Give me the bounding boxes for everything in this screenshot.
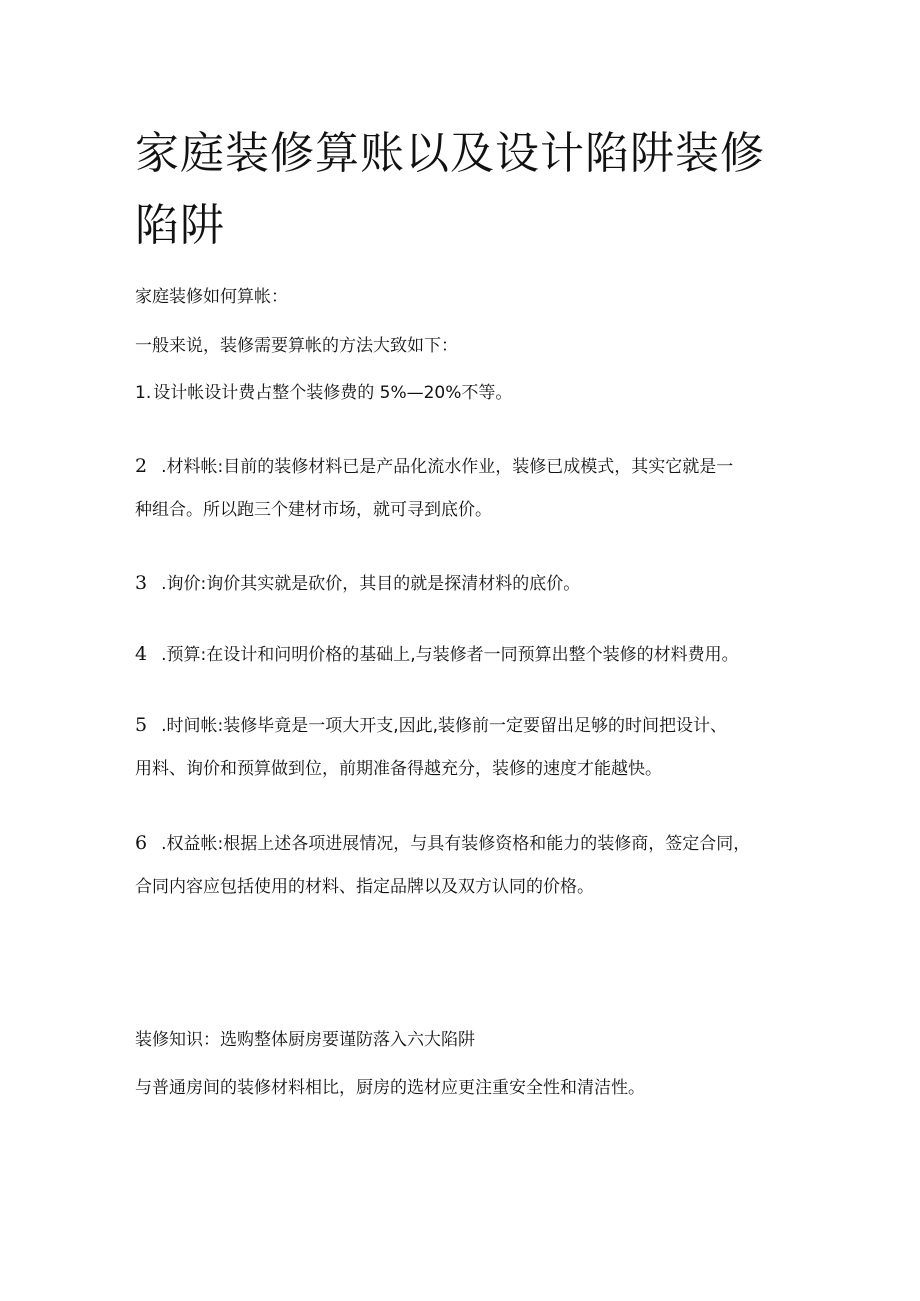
list-item-number: 4 — [135, 643, 148, 665]
list-item-number: 1. — [135, 383, 152, 403]
list-item-number: 3 — [135, 572, 148, 594]
list-item-text: .预算:在设计和问明价格的基础上,与装修者一同预算出整个装修的材料费用。 — [161, 645, 739, 665]
list-item-1 — [135, 380, 795, 406]
list-item-text: .材料帐:目前的装修材料已是产品化流水作业，装修已成模式，其实它就是一 — [161, 457, 734, 477]
section2-heading: 装修知识：选购整体厨房要谨防落入六大陷阱 — [135, 1030, 475, 1050]
document-title: 家庭装修算账以及设计陷阱装修陷阱 — [135, 128, 765, 251]
list-item-5 — [135, 709, 795, 786]
list-item-6 — [135, 827, 795, 904]
list-item-text: 设计帐设计费占整个装修费的 5%—20%不等。 — [153, 383, 513, 403]
intro-heading: 家庭装修如何算帐： — [135, 287, 288, 307]
list-item-text-continued: 合同内容应包括使用的材料、指定品牌以及双方认同的价格。 — [135, 877, 594, 897]
list-item-number: 2 — [135, 455, 148, 477]
list-item-4 — [135, 638, 795, 672]
list-item-number: 5 — [135, 714, 148, 736]
list-item-2 — [135, 450, 795, 527]
section2-text: 与普通房间的装修材料相比，厨房的选材应更注重安全性和清洁性。 — [135, 1078, 645, 1098]
list-item-number: 6 — [135, 832, 148, 854]
list-item-text: .时间帐:装修毕竟是一项大开支,因此,装修前一定要留出足够的时间把设计、 — [161, 716, 728, 736]
list-item-text-continued: 用料、询价和预算做到位，前期准备得越充分，装修的速度才能越快。 — [135, 759, 662, 779]
list-item-text-continued: 种组合。所以跑三个建材市场，就可寻到底价。 — [135, 500, 492, 520]
list-item-text: .权益帐:根据上述各项进展情况，与具有装修资格和能力的装修商，签定合同， — [161, 834, 751, 854]
list-item-3 — [135, 567, 795, 601]
list-item-text: .询价:询价其实就是砍价，其目的就是探清材料的底价。 — [161, 574, 581, 594]
intro-text: 一般来说，装修需要算帐的方法大致如下： — [135, 336, 458, 356]
